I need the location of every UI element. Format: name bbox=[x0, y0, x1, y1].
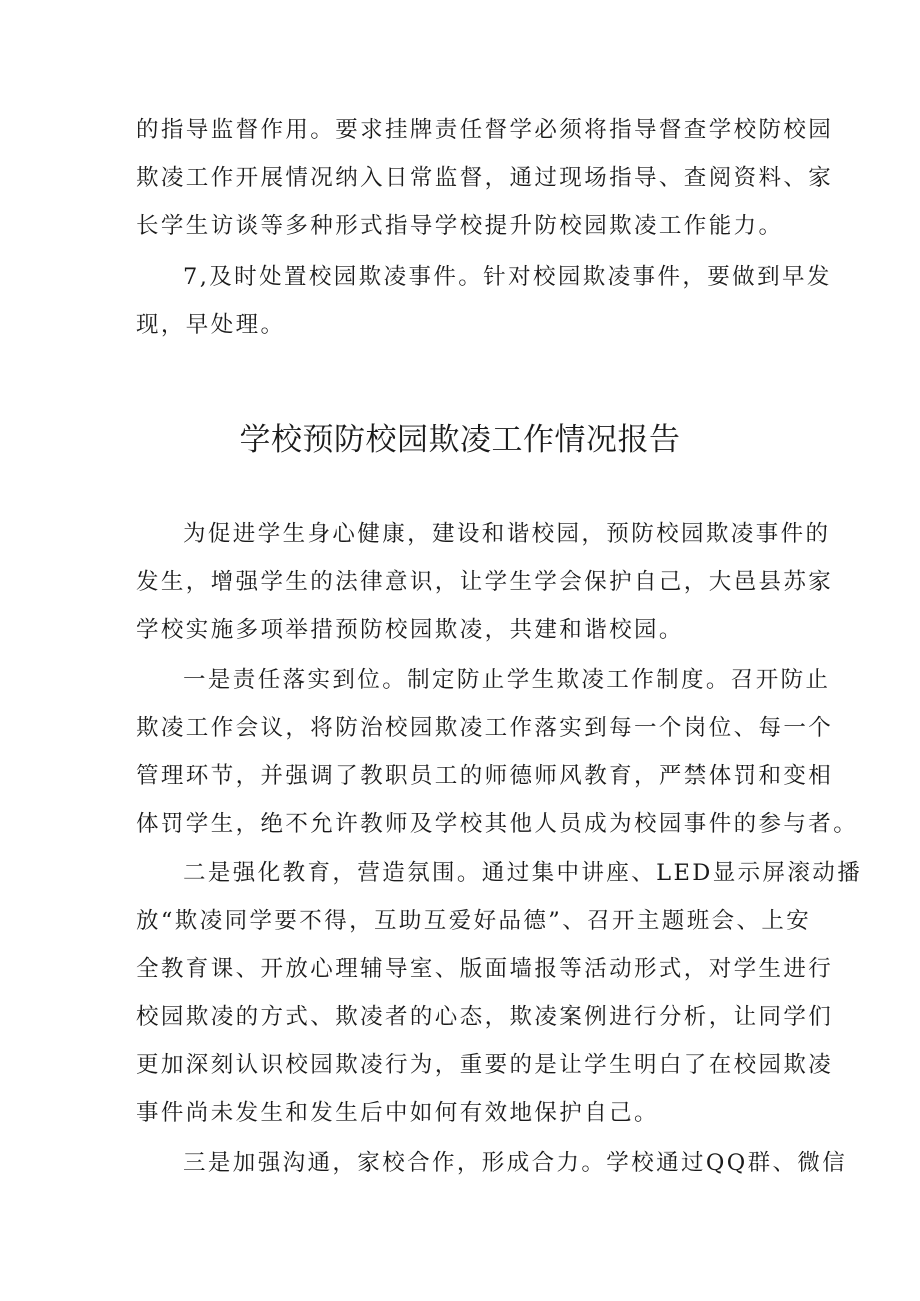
paragraph-line: 管理环节，并强调了教职员工的师德师风教育，严禁体罚和变相 bbox=[136, 763, 834, 789]
paragraph-line: 现，早处理。 bbox=[136, 312, 286, 338]
paragraph-line: 校园欺凌的方式、欺凌者的心态，欺凌案例进行分析，让同学们 bbox=[136, 1004, 834, 1030]
paragraph-line: 的指导监督作用。要求挂牌责任督学必须将指导督查学校防校园 bbox=[136, 117, 834, 143]
paragraph-line: 三是加强沟通，家校合作，形成合力。学校通过QQ群、微信 bbox=[183, 1150, 848, 1176]
paragraph-line: 欺凌工作开展情况纳入日常监督，通过现场指导、查阅资料、家 bbox=[136, 165, 834, 191]
document-title: 学校预防校园欺凌工作情况报告 bbox=[239, 422, 681, 458]
paragraph-line: 为促进学生身心健康，建设和谐校园，预防校园欺凌事件的 bbox=[183, 521, 831, 547]
paragraph-line: 事件尚未发生和发生后中如何有效地保护自己。 bbox=[136, 1100, 659, 1126]
paragraph-line: 体罚学生，绝不允许教师及学校其他人员成为校园事件的参与者。 bbox=[136, 811, 859, 837]
paragraph-line: 长学生访谈等多种形式指导学校提升防校园欺凌工作能力。 bbox=[136, 213, 784, 239]
paragraph-line: 发生，增强学生的法律意识，让学生学会保护自己，大邑县苏家 bbox=[136, 569, 834, 595]
paragraph-line: 二是强化教育，营造氛围。通过集中讲座、LED显示屏滚动播 bbox=[183, 860, 863, 886]
paragraph-line: 全教育课、开放心理辅导室、版面墙报等活动形式，对学生进行 bbox=[136, 956, 834, 982]
paragraph-line: 一是责任落实到位。制定防止学生欺凌工作制度。召开防止 bbox=[183, 667, 831, 693]
paragraph-line: 欺凌工作会议，将防治校园欺凌工作落实到每一个岗位、每一个 bbox=[136, 715, 834, 741]
paragraph-line: 放“欺凌同学要不得，互助互爱好品德”、召开主题班会、上安 bbox=[136, 908, 812, 934]
paragraph-line: 7,及时处置校园欺凌事件。针对校园欺凌事件，要做到早发 bbox=[183, 264, 832, 290]
paragraph-line: 学校实施多项举措预防校园欺凌，共建和谐校园。 bbox=[136, 617, 684, 643]
paragraph-line: 更加深刻认识校园欺凌行为，重要的是让学生明白了在校园欺凌 bbox=[136, 1052, 834, 1078]
